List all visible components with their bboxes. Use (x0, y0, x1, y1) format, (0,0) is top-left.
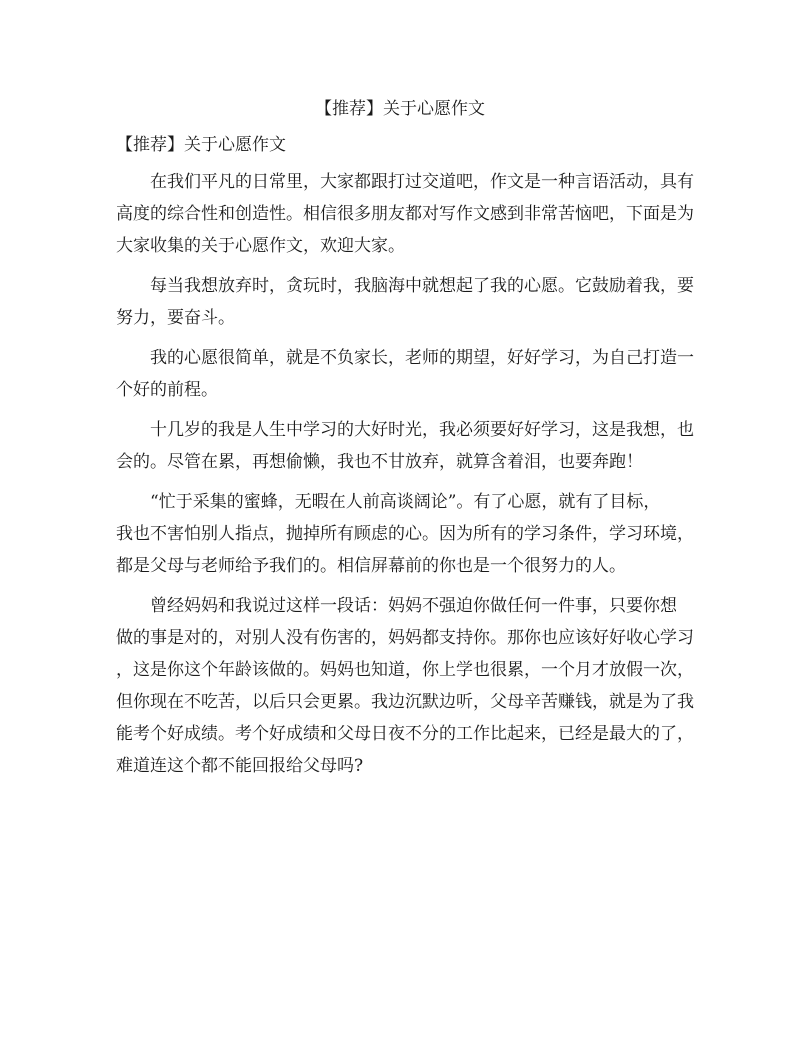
paragraph (116, 166, 694, 262)
paragraph-line: 我的心愿很简单，就是不负家长，老师的期望，好好学习，为自己打造一 (150, 348, 694, 368)
paragraph-line: 努力，要奋斗。 (116, 308, 235, 328)
paragraph-line: 个好的前程。 (116, 380, 218, 400)
paragraph-line: 每当我想放弃时，贪玩时，我脑海中就想起了我的心愿。它鼓励着我，要 (150, 276, 694, 296)
paragraph (116, 342, 694, 406)
paragraph-line: ，这是你这个年龄该做的。妈妈也知道，你上学也很累，一个月才放假一次， (116, 660, 694, 680)
paragraph-line: 能考个好成绩。考个好成绩和父母日夜不分的工作比起来，已经是最大的了， (116, 724, 694, 744)
paragraph-line: 难道连这个都不能回报给父母吗? (116, 756, 364, 776)
paragraph (116, 414, 694, 478)
paragraph-line: “忙于采集的蜜蜂，无暇在人前高谈阔论”。有了心愿，就有了目标， (150, 492, 661, 512)
paragraph-line: 十几岁的我是人生中学习的大好时光，我必须要好好学习，这是我想，也 (150, 420, 694, 440)
paragraph (116, 270, 694, 334)
paragraph-line: 会的。尽管在累，再想偷懒，我也不甘放弃，就算含着泪，也要奔跑！ (116, 452, 643, 472)
paragraph (116, 590, 694, 782)
document-title: 【推荐】关于心愿作文 (315, 99, 485, 119)
paragraph-line: 大家收集的关于心愿作文，欢迎大家。 (116, 236, 405, 256)
paragraph-line: 做的事是对的，对别人没有伤害的，妈妈都支持你。那你也应该好好收心学习 (116, 628, 694, 648)
paragraph-line: 我也不害怕别人指点，抛掉所有顾虑的心。因为所有的学习条件，学习环境， (116, 524, 694, 544)
paragraph-line: 高度的综合性和创造性。相信很多朋友都对写作文感到非常苦恼吧，下面是为 (116, 204, 694, 224)
paragraph-line: 曾经妈妈和我说过这样一段话：妈妈不强迫你做任何一件事，只要你想 (150, 596, 677, 616)
paragraph-line: 在我们平凡的日常里，大家都跟打过交道吧，作文是一种言语活动，具有 (150, 172, 694, 192)
document-subtitle: 【推荐】关于心愿作文 (116, 135, 286, 155)
document-body (116, 132, 694, 790)
paragraph-line: 都是父母与老师给予我们的。相信屏幕前的你也是一个很努力的人。 (116, 556, 626, 576)
paragraph (116, 486, 694, 582)
paragraph-list (116, 166, 694, 782)
paragraph-line: 但你现在不吃苦，以后只会更累。我边沉默边听，父母辛苦赚钱，就是为了我 (116, 692, 694, 712)
